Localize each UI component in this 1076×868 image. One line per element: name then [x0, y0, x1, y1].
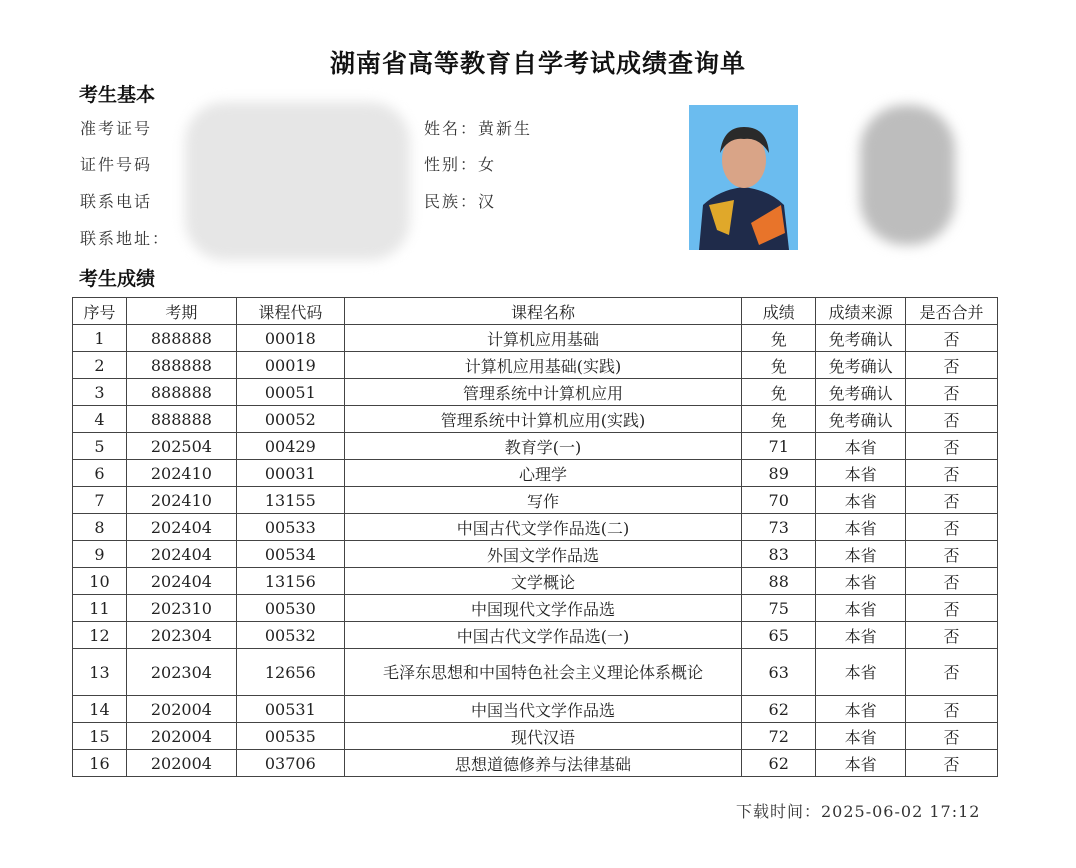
table-row	[73, 433, 998, 460]
table-row	[73, 622, 998, 649]
table-cell: 00018	[236, 325, 344, 352]
table-cell: 00531	[236, 696, 344, 723]
table-row	[73, 723, 998, 750]
table-cell: 00530	[236, 595, 344, 622]
column-header: 课程代码	[236, 298, 344, 325]
table-cell: 00532	[236, 622, 344, 649]
table-header-row	[73, 298, 998, 325]
table-cell: 75	[742, 595, 816, 622]
table-cell: 9	[73, 541, 127, 568]
table-row	[73, 595, 998, 622]
table-cell: 本省	[816, 514, 906, 541]
table-cell: 否	[906, 696, 998, 723]
admission-no-label: 准考证号	[80, 119, 153, 138]
table-row	[73, 541, 998, 568]
table-cell: 否	[906, 649, 998, 696]
table-cell: 2	[73, 352, 127, 379]
table-cell: 本省	[816, 460, 906, 487]
table-cell: 63	[742, 649, 816, 696]
table-cell: 否	[906, 622, 998, 649]
table-cell: 免考确认	[816, 352, 906, 379]
table-row	[73, 460, 998, 487]
table-cell: 计算机应用基础	[344, 325, 741, 352]
table-cell: 13155	[236, 487, 344, 514]
table-cell: 00535	[236, 723, 344, 750]
basic-info-heading: 考生基本	[79, 84, 156, 106]
table-cell: 4	[73, 406, 127, 433]
table-cell: 否	[906, 379, 998, 406]
table-cell: 202004	[126, 750, 236, 777]
table-cell: 00052	[236, 406, 344, 433]
table-cell: 88	[742, 568, 816, 595]
table-cell: 中国古代文学作品选(二)	[344, 514, 741, 541]
table-cell: 72	[742, 723, 816, 750]
gender-field: 性别：女	[424, 155, 497, 174]
name-field: 姓名：黄新生	[424, 119, 533, 138]
table-cell: 71	[742, 433, 816, 460]
table-cell: 202404	[126, 568, 236, 595]
table-cell: 03706	[236, 750, 344, 777]
table-cell: 免考确认	[816, 379, 906, 406]
table-cell: 现代汉语	[344, 723, 741, 750]
table-row	[73, 406, 998, 433]
page-title: 湖南省高等教育自学考试成绩查询单	[329, 49, 746, 78]
table-cell: 888888	[126, 325, 236, 352]
table-cell: 本省	[816, 649, 906, 696]
table-cell: 教育学(一)	[344, 433, 741, 460]
column-header: 序号	[73, 298, 127, 325]
table-cell: 202404	[126, 541, 236, 568]
ethnicity-field: 民族：汉	[424, 192, 497, 211]
table-cell: 本省	[816, 750, 906, 777]
table-cell: 否	[906, 406, 998, 433]
id-no-label: 证件号码	[80, 155, 153, 174]
download-time: 下载时间：2025-06-02 17:12	[736, 802, 981, 821]
table-cell: 89	[742, 460, 816, 487]
table-cell: 否	[906, 352, 998, 379]
table-row	[73, 568, 998, 595]
table-cell: 文学概论	[344, 568, 741, 595]
table-cell: 5	[73, 433, 127, 460]
table-cell: 免考确认	[816, 406, 906, 433]
table-cell: 62	[742, 696, 816, 723]
table-cell: 毛泽东思想和中国特色社会主义理论体系概论	[344, 649, 741, 696]
table-cell: 11	[73, 595, 127, 622]
table-cell: 65	[742, 622, 816, 649]
table-cell: 73	[742, 514, 816, 541]
table-cell: 13	[73, 649, 127, 696]
table-cell: 888888	[126, 352, 236, 379]
table-cell: 管理系统中计算机应用(实践)	[344, 406, 741, 433]
address-label: 联系地址：	[80, 229, 171, 248]
table-cell: 202404	[126, 514, 236, 541]
table-cell: 免考确认	[816, 325, 906, 352]
table-row	[73, 352, 998, 379]
table-cell: 中国当代文学作品选	[344, 696, 741, 723]
table-cell: 否	[906, 595, 998, 622]
table-cell: 本省	[816, 541, 906, 568]
table-cell: 00051	[236, 379, 344, 406]
table-cell: 本省	[816, 723, 906, 750]
table-cell: 00534	[236, 541, 344, 568]
table-cell: 中国现代文学作品选	[344, 595, 741, 622]
table-cell: 12	[73, 622, 127, 649]
table-cell: 否	[906, 487, 998, 514]
table-cell: 62	[742, 750, 816, 777]
table-cell: 202310	[126, 595, 236, 622]
table-row	[73, 514, 998, 541]
table-cell: 免	[742, 352, 816, 379]
table-cell: 否	[906, 541, 998, 568]
table-cell: 否	[906, 460, 998, 487]
scores-heading: 考生成绩	[79, 268, 156, 290]
table-cell: 15	[73, 723, 127, 750]
table-cell: 中国古代文学作品选(一)	[344, 622, 741, 649]
table-row	[73, 379, 998, 406]
column-header: 课程名称	[344, 298, 741, 325]
table-cell: 免	[742, 406, 816, 433]
table-cell: 12656	[236, 649, 344, 696]
table-cell: 否	[906, 568, 998, 595]
table-cell: 83	[742, 541, 816, 568]
phone-label: 联系电话	[80, 192, 153, 211]
table-cell: 否	[906, 433, 998, 460]
table-cell: 计算机应用基础(实践)	[344, 352, 741, 379]
table-cell: 否	[906, 514, 998, 541]
table-row	[73, 649, 998, 696]
table-cell: 7	[73, 487, 127, 514]
table-cell: 免	[742, 325, 816, 352]
table-cell: 00533	[236, 514, 344, 541]
table-cell: 14	[73, 696, 127, 723]
table-cell: 888888	[126, 379, 236, 406]
table-row	[73, 750, 998, 777]
table-cell: 202504	[126, 433, 236, 460]
table-cell: 202410	[126, 460, 236, 487]
column-header: 成绩	[742, 298, 816, 325]
scores-table	[72, 297, 998, 777]
table-cell: 本省	[816, 595, 906, 622]
table-cell: 202304	[126, 622, 236, 649]
table-cell: 外国文学作品选	[344, 541, 741, 568]
table-cell: 6	[73, 460, 127, 487]
table-cell: 本省	[816, 696, 906, 723]
table-cell: 202004	[126, 723, 236, 750]
table-row	[73, 696, 998, 723]
table-cell: 13156	[236, 568, 344, 595]
table-cell: 心理学	[344, 460, 741, 487]
column-header: 成绩来源	[816, 298, 906, 325]
column-header: 考期	[126, 298, 236, 325]
table-cell: 10	[73, 568, 127, 595]
table-cell: 202004	[126, 696, 236, 723]
table-cell: 本省	[816, 487, 906, 514]
table-cell: 本省	[816, 568, 906, 595]
candidate-photo	[689, 105, 798, 250]
column-header: 是否合并	[906, 298, 998, 325]
table-cell: 3	[73, 379, 127, 406]
redaction-blur	[860, 105, 955, 245]
table-cell: 00429	[236, 433, 344, 460]
table-cell: 否	[906, 325, 998, 352]
table-row	[73, 325, 998, 352]
table-cell: 202410	[126, 487, 236, 514]
table-cell: 管理系统中计算机应用	[344, 379, 741, 406]
table-cell: 202304	[126, 649, 236, 696]
table-cell: 1	[73, 325, 127, 352]
table-cell: 8	[73, 514, 127, 541]
table-cell: 本省	[816, 622, 906, 649]
table-row	[73, 487, 998, 514]
table-cell: 70	[742, 487, 816, 514]
table-cell: 本省	[816, 433, 906, 460]
table-cell: 否	[906, 750, 998, 777]
table-cell: 免	[742, 379, 816, 406]
table-cell: 00031	[236, 460, 344, 487]
table-cell: 888888	[126, 406, 236, 433]
table-cell: 否	[906, 723, 998, 750]
table-cell: 思想道德修养与法律基础	[344, 750, 741, 777]
table-cell: 写作	[344, 487, 741, 514]
table-cell: 00019	[236, 352, 344, 379]
redaction-blur	[185, 102, 410, 260]
table-cell: 16	[73, 750, 127, 777]
